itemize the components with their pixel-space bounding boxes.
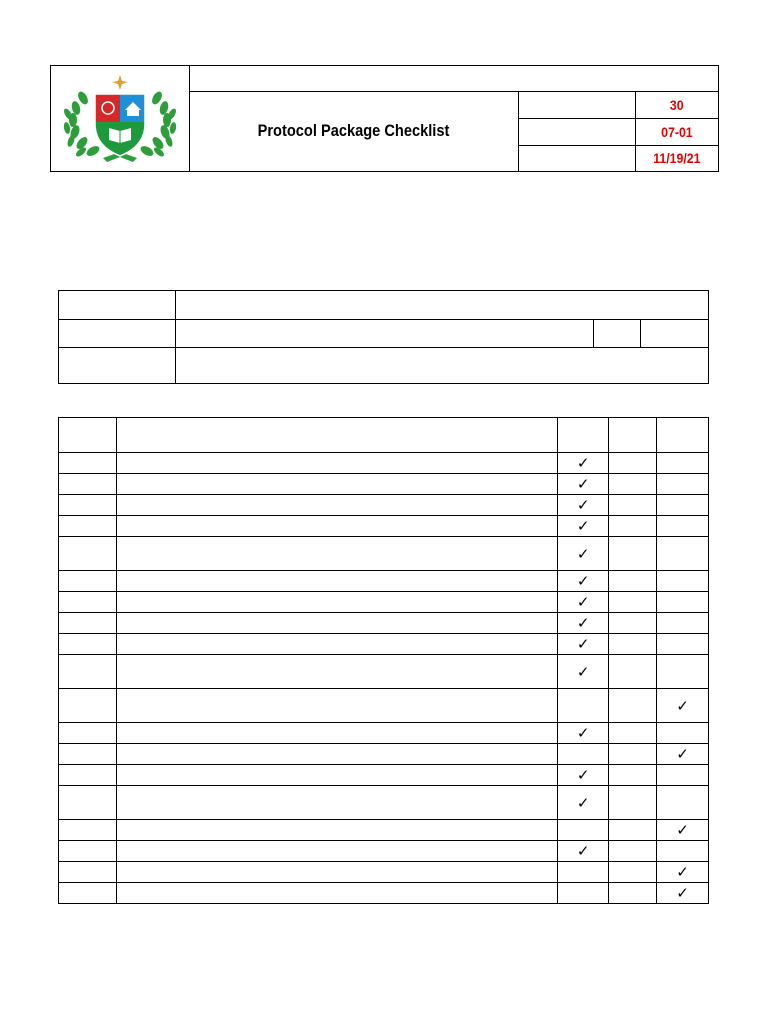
check-cell-1 [558, 634, 609, 655]
check-cell-2 [609, 495, 657, 516]
check-cell-3 [657, 592, 709, 613]
item-description-cell [116, 495, 557, 516]
checklist-row [59, 744, 709, 765]
checklist-row [59, 537, 709, 571]
item-description-cell [116, 453, 557, 474]
check-cell-3 [657, 537, 709, 571]
checklist-row [59, 862, 709, 883]
item-description-cell [116, 634, 557, 655]
check-cell-3 [657, 723, 709, 744]
item-number-cell [59, 862, 117, 883]
check-cell-3 [657, 820, 709, 841]
check-cell-2 [609, 571, 657, 592]
protocol-info-table [58, 290, 709, 384]
checkmark-icon: ✓ [676, 745, 689, 763]
item-number-cell [59, 820, 117, 841]
checkmark-icon: ✓ [576, 614, 590, 632]
check-cell-2 [609, 744, 657, 765]
check-cell-3 [657, 744, 709, 765]
check-cell-1 [558, 571, 609, 592]
check-cell-1 [558, 474, 609, 495]
check-cell-1 [558, 655, 609, 689]
checkmark-icon: ✓ [576, 662, 590, 681]
check-cell-2 [609, 592, 657, 613]
checkmark-icon: ✓ [676, 863, 689, 881]
checklist-row [59, 453, 709, 474]
checklist-row [59, 723, 709, 744]
check-cell-2 [609, 474, 657, 495]
document-header [50, 65, 719, 172]
check-cell-2 [609, 613, 657, 634]
check-cell-2 [609, 516, 657, 537]
item-number-cell [59, 516, 117, 537]
item-number-cell [59, 765, 117, 786]
check-cell-1 [558, 744, 609, 765]
meta-row [518, 91, 718, 119]
check-cell-3 [657, 495, 709, 516]
checkmark-icon: ✓ [576, 593, 590, 611]
info-label-cell [59, 291, 176, 319]
check-cell-3 [657, 516, 709, 537]
item-number-cell [59, 453, 117, 474]
check-cell-2 [609, 786, 657, 820]
checklist-row [59, 634, 709, 655]
check-cell-1 [558, 820, 609, 841]
item-number-cell [59, 689, 117, 723]
check-cell-3 [657, 474, 709, 495]
item-description-cell [116, 571, 557, 592]
checkmark-icon: ✓ [576, 517, 590, 535]
institution-seal-logo [51, 66, 189, 171]
check-cell-2 [609, 841, 657, 862]
item-number-cell [59, 841, 117, 862]
checklist-row [59, 516, 709, 537]
check-cell-2 [609, 655, 657, 689]
check-cell-2 [609, 883, 657, 904]
check-cell-2 [609, 765, 657, 786]
item-description-cell [116, 786, 557, 820]
item-number-cell [59, 537, 117, 571]
meta-value: 11/19/21 [652, 150, 701, 166]
checkmark-icon: ✓ [576, 724, 590, 742]
check-cell-3 [657, 786, 709, 820]
item-number-cell [59, 723, 117, 744]
checklist-row [59, 613, 709, 634]
item-number-cell [59, 883, 117, 904]
check-cell-1 [558, 537, 609, 571]
document-title: Protocol Package Checklist [257, 121, 450, 140]
check-cell-1 [558, 516, 609, 537]
item-number-cell [59, 571, 117, 592]
check-cell-1 [558, 883, 609, 904]
checklist-row [59, 841, 709, 862]
check-cell-1 [558, 723, 609, 744]
check-cell-2 [609, 862, 657, 883]
checklist-row [59, 495, 709, 516]
item-number-cell [59, 592, 117, 613]
check-cell-3 [657, 862, 709, 883]
check-cell-2 [609, 689, 657, 723]
check-cell-2 [609, 723, 657, 744]
info-label-cell [59, 347, 176, 384]
checklist-row [59, 820, 709, 841]
item-description-cell [116, 537, 557, 571]
checklist-row [59, 655, 709, 689]
check-cell-1 [558, 841, 609, 862]
info-label-cell [59, 319, 176, 347]
check-cell-1 [558, 453, 609, 474]
check-cell-2 [609, 537, 657, 571]
item-description-cell [116, 883, 557, 904]
star-icon [112, 75, 128, 90]
check-cell-1 [558, 786, 609, 820]
check-cell-1 [558, 689, 609, 723]
item-number-cell [59, 634, 117, 655]
checkmark-icon: ✓ [676, 884, 689, 902]
checklist-row [59, 474, 709, 495]
check-cell-1 [558, 765, 609, 786]
meta-row [518, 145, 718, 171]
item-description-cell [116, 689, 557, 723]
check-cell-3 [657, 883, 709, 904]
check-cell-3 [657, 655, 709, 689]
checkmark-icon: ✓ [676, 821, 689, 839]
checklist-row [59, 786, 709, 820]
checkmark-icon: ✓ [576, 572, 590, 590]
check-cell-2 [609, 453, 657, 474]
check-cell-2 [609, 634, 657, 655]
checkmark-icon: ✓ [576, 766, 590, 784]
item-description-cell [116, 516, 557, 537]
item-description-cell [116, 841, 557, 862]
check-cell-3 [657, 571, 709, 592]
shield-icon [95, 94, 145, 156]
checkmark-icon: ✓ [576, 496, 590, 514]
check-cell-1 [558, 862, 609, 883]
check-cell-1 [558, 592, 609, 613]
meta-value: 30 [669, 96, 684, 113]
meta-row [518, 118, 718, 146]
item-description-cell [116, 592, 557, 613]
item-description-cell [116, 820, 557, 841]
check-cell-1 [558, 613, 609, 634]
item-description-cell [116, 765, 557, 786]
checklist-row [59, 689, 709, 723]
item-number-cell [59, 613, 117, 634]
item-number-cell [59, 786, 117, 820]
item-number-cell [59, 744, 117, 765]
header-top-bar [189, 66, 718, 92]
meta-value: 07-01 [660, 123, 693, 140]
checklist-row [59, 571, 709, 592]
item-number-cell [59, 495, 117, 516]
checkmark-icon: ✓ [576, 454, 590, 472]
checklist-row [59, 883, 709, 904]
checklist-row [59, 765, 709, 786]
info-value-cell [593, 319, 641, 347]
checkmark-icon: ✓ [576, 635, 590, 653]
checklist-row [59, 592, 709, 613]
item-description-cell [116, 655, 557, 689]
item-description-cell [116, 613, 557, 634]
check-cell-3 [657, 613, 709, 634]
item-description-cell [116, 723, 557, 744]
item-description-cell [116, 744, 557, 765]
check-cell-3 [657, 689, 709, 723]
item-number-cell [59, 655, 117, 689]
info-row [59, 319, 708, 348]
document-meta [518, 91, 718, 171]
checkmark-icon: ✓ [576, 475, 590, 493]
info-row [59, 347, 708, 384]
info-value-cell [175, 319, 594, 347]
item-number-cell [59, 474, 117, 495]
logo-cell [51, 66, 190, 171]
item-description-cell [116, 474, 557, 495]
checkmark-icon: ✓ [676, 696, 689, 715]
checkmark-icon: ✓ [576, 793, 590, 812]
checkmark-icon: ✓ [576, 842, 590, 860]
title-cell [189, 91, 519, 171]
check-cell-3 [657, 634, 709, 655]
check-cell-3 [657, 453, 709, 474]
item-description-cell [116, 862, 557, 883]
check-cell-1 [558, 495, 609, 516]
check-cell-3 [657, 841, 709, 862]
checklist-table [58, 417, 709, 904]
check-cell-3 [657, 765, 709, 786]
checkmark-icon: ✓ [576, 544, 590, 563]
info-row [59, 291, 708, 320]
checklist-header-row [59, 418, 709, 453]
check-cell-2 [609, 820, 657, 841]
